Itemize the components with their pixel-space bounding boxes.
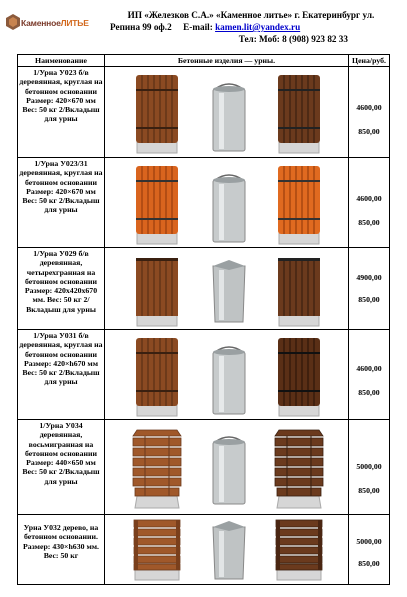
product-images — [104, 330, 349, 419]
price-cell — [349, 420, 389, 514]
price-urn: 4600,00 — [356, 103, 382, 112]
wooden-slatted-square-bin-image — [273, 518, 325, 582]
price-cell — [349, 67, 389, 157]
logo-text-part2: ЛИТЬЕ — [60, 18, 89, 28]
price-liner: 850,00 — [358, 486, 380, 495]
wooden-square-bin-image — [133, 252, 181, 328]
product-images — [104, 67, 349, 157]
price-urn: 5000,00 — [356, 537, 382, 546]
header-line1: ИП «Железков С.А.» «Каменное литье» г. Екатеринбург ул. — [127, 10, 375, 20]
table-row — [18, 67, 389, 158]
logo-stone-icon — [6, 14, 20, 30]
product-name: 1/Урна У029 б/в деревянная, четырехгранная на бетонном основании Размер: 420х420х670 мм. Вес: 50 кг 2/Вкладыш для урны — [24, 249, 98, 314]
price-urn: 4600,00 — [356, 364, 382, 373]
table-row — [18, 330, 389, 420]
metal-liner-image — [209, 79, 249, 153]
header-images: Бетонные изделия — урны. — [104, 55, 349, 67]
metal-liner-image — [209, 342, 249, 416]
wooden-round-bin-image — [275, 162, 323, 246]
table-row — [18, 515, 389, 585]
header-email-label: E-mail: — [183, 22, 213, 32]
table-row — [18, 248, 389, 330]
price-liner: 850,00 — [358, 295, 380, 304]
wooden-round-bin-image — [133, 162, 181, 246]
product-images — [104, 515, 349, 585]
product-images — [104, 248, 349, 329]
company-header — [98, 9, 404, 45]
table-row — [18, 158, 389, 248]
price-urn: 4600,00 — [356, 194, 382, 203]
logo-text — [21, 18, 89, 28]
company-logo — [3, 6, 98, 38]
product-name: 1/Урна У031 б/в деревянная, круглая на бетонном основании Размер: 420×h670 мм Вес: 50 кг 2/Вкладыш для урны — [19, 331, 103, 387]
wooden-slatted-square-bin-image — [131, 518, 183, 582]
price-urn: 4900,00 — [356, 273, 382, 282]
header-address: Репина 99 оф.2 — [110, 22, 172, 32]
header-name: Наименование — [18, 55, 104, 67]
product-name: 1/Урна У034 деревянная, восьмигранная на бетонном основании Размер: 440×650 мм Вес: 50 кг 2/Вкладыш для урны — [22, 421, 100, 486]
product-name: 1/Урна У023 б/в деревянная, круглая на бетонном основании Размер: 420×670 мм Вес: 50 кг 2/Вкладыш для урны — [19, 68, 103, 124]
price-cell — [349, 330, 389, 419]
header-price: Цена/руб. — [349, 55, 389, 67]
product-images — [104, 420, 349, 514]
wooden-round-bin-image — [133, 334, 181, 418]
wooden-round-bin-image — [275, 334, 323, 418]
price-liner: 850,00 — [358, 388, 380, 397]
wooden-octagonal-bin-image — [131, 426, 183, 510]
price-liner: 850,00 — [358, 127, 380, 136]
price-cell — [349, 515, 389, 585]
metal-liner-image — [209, 170, 249, 244]
price-liner: 850,00 — [358, 218, 380, 227]
price-table — [17, 54, 390, 585]
logo-text-part1: Каменное — [21, 18, 61, 28]
email-link[interactable]: kamen.lit@yandex.ru — [215, 22, 301, 32]
product-name: 1/Урна У023/31 деревянная, круглая на бетонном основании Размер: 420×670 мм Вес: 50 кг 2/Вкладыш для урны — [19, 159, 103, 215]
price-cell — [349, 158, 389, 247]
product-images — [104, 158, 349, 247]
wooden-round-bin-image — [275, 71, 323, 155]
header-line2 — [98, 21, 404, 33]
header-phone: Тел: Моб: 8 (908) 923 82 33 — [238, 34, 348, 44]
product-name: Урна У032 дерево, на бетонном основании. Размер: 430×h630 мм. Вес: 50 кг — [22, 523, 100, 560]
metal-liner-image — [209, 432, 249, 506]
price-urn: 5000,00 — [356, 462, 382, 471]
wooden-octagonal-bin-image — [273, 426, 325, 510]
table-row — [18, 420, 389, 515]
wooden-round-bin-image — [133, 71, 181, 155]
price-cell — [349, 248, 389, 329]
metal-square-liner-image — [209, 258, 249, 324]
wooden-square-bin-image — [275, 252, 323, 328]
metal-square-liner-image — [209, 519, 249, 581]
price-liner: 850,00 — [358, 559, 380, 568]
